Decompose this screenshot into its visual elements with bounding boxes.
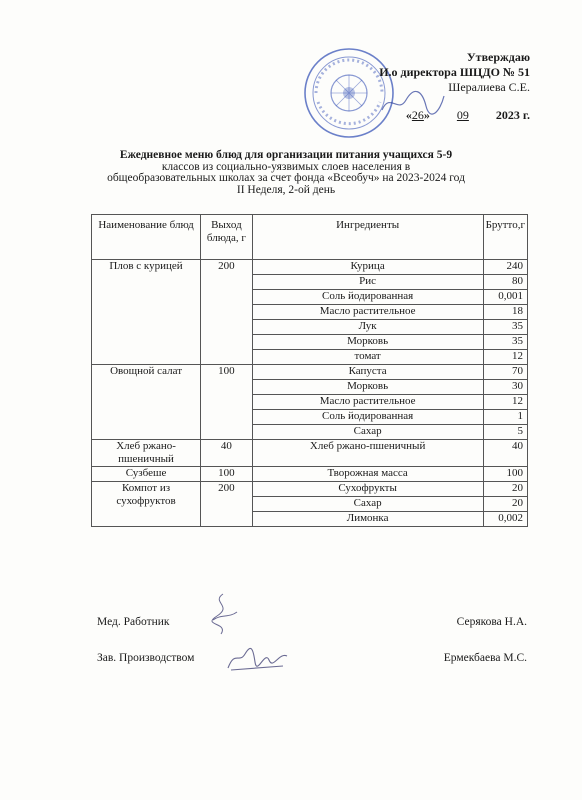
- ingredient-cell: Сахар: [252, 497, 483, 512]
- ingredient-cell: Масло растительное: [252, 395, 483, 410]
- ingredient-cell: Сахар: [252, 425, 483, 440]
- menu-table: [91, 214, 528, 527]
- gross-weight-cell: 12: [483, 350, 527, 365]
- gross-weight-cell: 20: [483, 497, 527, 512]
- ingredient-cell: Рис: [252, 275, 483, 290]
- title-line-3: общеобразовательных школах за счет фонда «Всеобуч» на 2023-2024 год: [107, 172, 465, 184]
- ingredient-cell: Соль йодированная: [252, 290, 483, 305]
- gross-weight-cell: 0,001: [483, 290, 527, 305]
- ingredient-cell: Соль йодированная: [252, 410, 483, 425]
- header-gross: Брутто,г: [483, 215, 527, 260]
- header-ingredients: Ингредиенты: [252, 215, 483, 260]
- dish-name-cell: Плов с курицей: [92, 260, 201, 365]
- table-row: [92, 482, 528, 497]
- title-line-2: классов из социально-уязвимых слоев населения в: [161, 160, 411, 173]
- sig-row-med: [97, 612, 527, 648]
- prod-head-role: Зав. Производством: [97, 652, 195, 664]
- prod-head-name: Ермекбаева М.С.: [443, 652, 527, 664]
- gross-weight-cell: 20: [483, 482, 527, 497]
- ingredient-cell: Лук: [252, 320, 483, 335]
- approval-date: «26» 09 2023 г.: [405, 108, 530, 122]
- dish-name-cell: Сузбеше: [92, 467, 201, 482]
- gross-weight-cell: 100: [483, 467, 527, 482]
- menu-title: [60, 150, 512, 196]
- table-row: [92, 365, 528, 380]
- gross-weight-cell: 35: [483, 335, 527, 350]
- gross-weight-cell: 35: [483, 320, 527, 335]
- gross-weight-cell: 5: [483, 425, 527, 440]
- title-line-1: Ежедневное меню блюд для организации питания учащихся 5-9: [119, 149, 453, 161]
- approval-heading: Утверждаю: [466, 50, 530, 64]
- signatures-block: [97, 612, 527, 684]
- dish-yield-cell: 100: [201, 467, 253, 482]
- ingredient-cell: томат: [252, 350, 483, 365]
- dish-name-cell: Компот из сухофруктов: [92, 482, 201, 527]
- dish-yield-cell: 200: [201, 482, 253, 527]
- gross-weight-cell: 40: [483, 440, 527, 467]
- ingredient-cell: Творожная масса: [252, 467, 483, 482]
- table-row: [92, 467, 528, 482]
- approval-director-title: И.о директора ШЦДО № 51: [379, 65, 530, 79]
- approval-date-year: 2023 г.: [495, 108, 530, 122]
- gross-weight-cell: 12: [483, 395, 527, 410]
- med-worker-name: Серякова Н.А.: [456, 616, 527, 628]
- dish-yield-cell: 100: [201, 365, 253, 440]
- title-line-4: II Неделя, 2-ой день: [236, 183, 336, 196]
- table-header-row: [92, 215, 528, 260]
- ingredient-cell: Масло растительное: [252, 305, 483, 320]
- prod-signature: [225, 644, 291, 674]
- med-signature: [203, 592, 243, 636]
- table-row: [92, 440, 528, 467]
- ingredient-cell: Курица: [252, 260, 483, 275]
- ingredient-cell: Морковь: [252, 335, 483, 350]
- dish-name-cell: Овощной салат: [92, 365, 201, 440]
- dish-name-cell: Хлеб ржано-пшеничный: [92, 440, 201, 467]
- ingredient-cell: Лимонка: [252, 512, 483, 527]
- approval-director-name: Шералиева С.Е.: [448, 80, 530, 94]
- gross-weight-cell: 30: [483, 380, 527, 395]
- gross-weight-cell: 80: [483, 275, 527, 290]
- ingredient-cell: Капуста: [252, 365, 483, 380]
- approval-date-day: 26: [411, 108, 424, 122]
- gross-weight-cell: 1: [483, 410, 527, 425]
- dish-yield-cell: 200: [201, 260, 253, 365]
- gross-weight-cell: 240: [483, 260, 527, 275]
- gross-weight-cell: 0,002: [483, 512, 527, 527]
- med-worker-role: Мед. Работник: [97, 616, 170, 628]
- gross-weight-cell: 70: [483, 365, 527, 380]
- header-dish: Наименование блюд: [92, 215, 201, 260]
- header-yield: Выход блюда, г: [201, 215, 253, 260]
- table-row: [92, 260, 528, 275]
- ingredient-cell: Хлеб ржано-пшеничный: [252, 440, 483, 467]
- gross-weight-cell: 18: [483, 305, 527, 320]
- sig-row-prod: [97, 648, 527, 684]
- ingredient-cell: Сухофрукты: [252, 482, 483, 497]
- approval-date-month: 09: [456, 108, 469, 122]
- ingredient-cell: Морковь: [252, 380, 483, 395]
- director-signature: [378, 88, 448, 118]
- dish-yield-cell: 40: [201, 440, 253, 467]
